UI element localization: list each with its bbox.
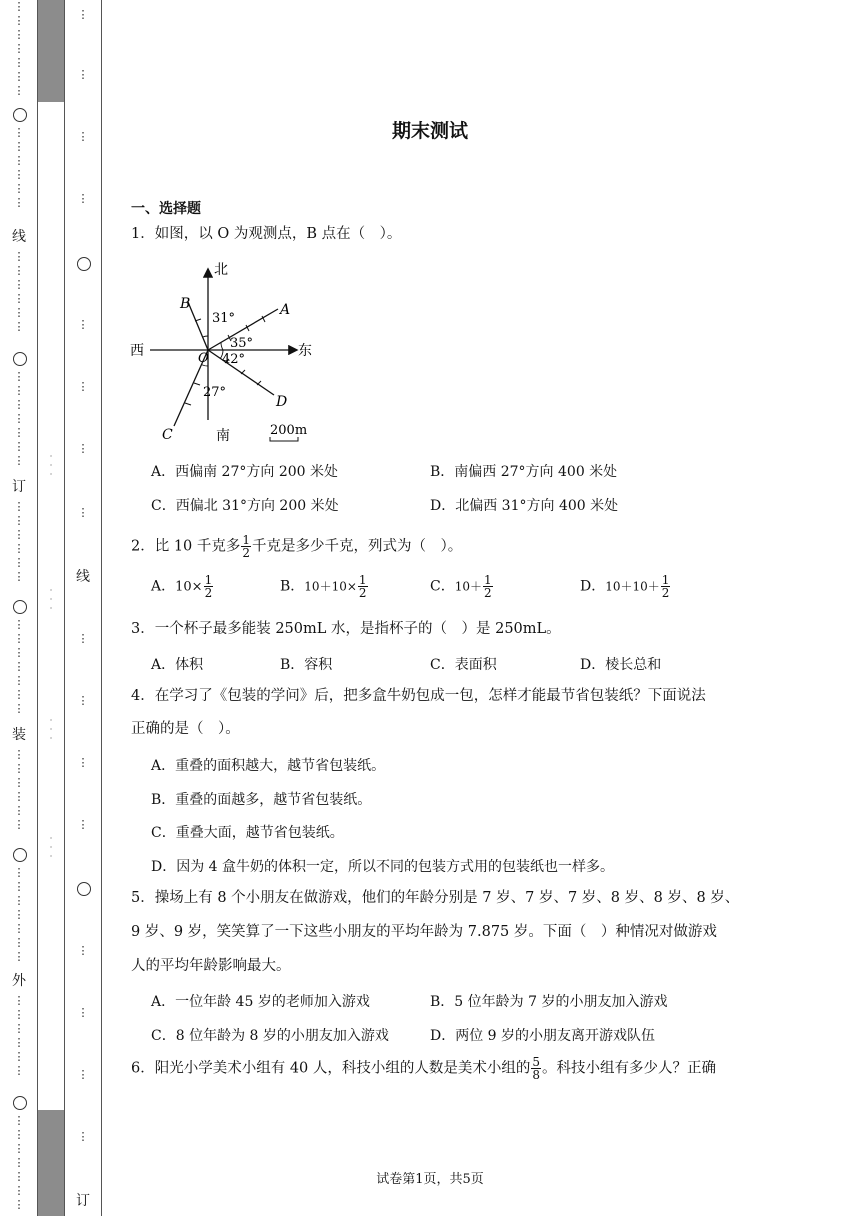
label-west: 西 (130, 343, 144, 359)
label-south: 南 (216, 428, 230, 444)
margin-char-xian: 线 (76, 569, 90, 585)
dotted-rule: ⋮ (77, 694, 89, 707)
dotted-rule: ⋮ (77, 632, 89, 645)
q3-option-b[interactable]: B．容积 (280, 657, 333, 673)
label-b: B (180, 296, 191, 312)
dotted-rule: ⋮ ⋮ ⋮ ⋮ ⋮ ⋮ ⋮ (13, 0, 25, 97)
dotted-rule: ⋮ (77, 756, 89, 769)
page-footer: 试卷第1页，共5页 (376, 1172, 484, 1187)
question-5-line-1: 5．操场上有 8 个小朋友在做游戏，他们的年龄分别是 7 岁、7 岁、7 岁、8 岁、8 岁、8 岁、 (131, 890, 740, 906)
q3-option-c[interactable]: C．表面积 (430, 657, 497, 673)
dotted-rule: ⋮ (77, 380, 89, 393)
question-5-line-3: 人的平均年龄影响最大。 (131, 958, 291, 974)
label-north: 北 (214, 262, 228, 278)
margin-char-zhuang: 装 (12, 727, 26, 743)
angle-35: 35° (230, 336, 254, 351)
dotted-rule: · · · (49, 834, 53, 861)
binding-margin-outer (0, 0, 38, 1216)
q4-option-b[interactable]: B．重叠的面越多，越节省包装纸。 (151, 792, 372, 808)
q5-option-a[interactable]: A．一位年龄 45 岁的老师加入游戏 (151, 994, 370, 1010)
dotted-rule: ⋮ ⋮ ⋮ ⋮ ⋮ ⋮ (13, 250, 25, 333)
margin-char-ding: 订 (12, 479, 26, 495)
q5-option-d[interactable]: D．两位 9 岁的小朋友离开游戏队伍 (430, 1028, 656, 1044)
question-5-line-2: 9 岁、9 岁，笑笑算了一下这些小朋友的平均年龄为 7.875 岁。下面（ ）种情况对做游戏 (131, 924, 717, 940)
dotted-rule: ⋮ (77, 8, 89, 21)
label-east: 东 (298, 343, 312, 359)
question-4-line-1: 4．在学习了《包装的学问》后，把多盒牛奶包成一包，怎样才能最节省包装纸？下面说法 (131, 688, 706, 704)
q1-option-d[interactable]: D．北偏西 31°方向 400 米处 (430, 498, 619, 514)
q4-option-a[interactable]: A．重叠的面积越大，越节省包装纸。 (151, 758, 386, 774)
angle-42: 42° (222, 352, 246, 367)
label-a: A (280, 302, 291, 318)
q1-option-b[interactable]: B．南偏西 27°方向 400 米处 (430, 464, 618, 480)
scale-label: 200m (270, 423, 308, 438)
ray-b (188, 302, 208, 350)
margin-char-ding: 订 (76, 1193, 90, 1209)
question-2-text: 2．比 10 千克多 $\frac{1}{2}$ 千克是多少千克，列式为（ ）。 (131, 533, 463, 560)
dotted-rule: ⋮ (77, 944, 89, 957)
direction-diagram (128, 258, 328, 444)
q4-option-c[interactable]: C．重叠大面，越节省包装纸。 (151, 825, 344, 841)
circle-mark (13, 352, 27, 366)
gray-bar-top (38, 0, 64, 102)
circle-mark (77, 882, 91, 896)
circle-mark (13, 600, 27, 614)
margin-char-xian: 线 (12, 229, 26, 245)
dotted-rule: ⋮ ⋮ ⋮ ⋮ ⋮ ⋮ ⋮ (13, 866, 25, 963)
circle-mark (77, 257, 91, 271)
question-4-line-2: 正确的是（ ）。 (131, 721, 240, 737)
dotted-rule: · · · (49, 716, 53, 743)
fraction: $\frac{1}{2}$ (242, 533, 251, 560)
angle-27: 27° (203, 385, 227, 400)
q2-option-b[interactable]: B．10＋10× $\frac{1}{2}$ (280, 573, 367, 600)
page-title: 期末测试 (391, 120, 468, 142)
q4-option-d[interactable]: D．因为 4 盒牛奶的体积一定，所以不同的包装方式用的包装纸也一样多。 (151, 859, 615, 875)
dotted-rule: · · · (49, 452, 53, 479)
dotted-rule: ⋮ ⋮ ⋮ ⋮ ⋮ ⋮ (13, 500, 25, 583)
dotted-rule: ⋮ (77, 68, 89, 81)
dotted-rule: · · · (49, 586, 53, 613)
label-c: C (162, 427, 173, 443)
q3-option-d[interactable]: D．棱长总和 (580, 657, 662, 673)
dotted-rule: ⋮ (77, 1068, 89, 1081)
label-d: D (276, 394, 288, 410)
label-origin: O (198, 351, 209, 366)
q3-option-a[interactable]: A．体积 (151, 657, 204, 673)
q2-option-c[interactable]: C．10＋ $\frac{1}{2}$ (430, 573, 492, 600)
circle-mark (13, 848, 27, 862)
dotted-rule: ⋮ (77, 130, 89, 143)
question-1-text: 1．如图，以 O 为观测点，B 点在（ ）。 (131, 226, 402, 242)
question-6-text: 6．阳光小学美术小组有 40 人，科技小组的人数是美术小组的 $\frac{5}{8}$ 。科技小组有多少人？正确 (131, 1055, 717, 1082)
dotted-rule: ⋮ ⋮ ⋮ ⋮ ⋮ ⋮ ⋮ (13, 1114, 25, 1211)
gray-bar-bottom (38, 1110, 64, 1216)
q2-option-a[interactable]: A．10× $\frac{1}{2}$ (151, 573, 213, 600)
dotted-rule: ⋮ ⋮ ⋮ ⋮ ⋮ ⋮ (13, 994, 25, 1077)
q1-option-c[interactable]: C．西偏北 31°方向 200 米处 (151, 498, 339, 514)
dotted-rule: ⋮ (77, 506, 89, 519)
binding-margin-inner (64, 0, 102, 1216)
q1-option-a[interactable]: A．西偏南 27°方向 200 米处 (151, 464, 338, 480)
dotted-rule: ⋮ (77, 192, 89, 205)
dotted-rule: ⋮ (77, 818, 89, 831)
dotted-rule: ⋮ (77, 318, 89, 331)
margin-char-wai: 外 (12, 973, 26, 989)
dotted-rule: ⋮ (77, 1006, 89, 1019)
circle-mark (13, 1096, 27, 1110)
dotted-rule: ⋮ ⋮ ⋮ ⋮ ⋮ ⋮ ⋮ (13, 618, 25, 715)
q5-option-c[interactable]: C．8 位年龄为 8 岁的小朋友加入游戏 (151, 1028, 389, 1044)
question-3-text: 3．一个杯子最多能装 250mL 水，是指杯子的（ ）是 250mL。 (131, 621, 561, 637)
section-heading: 一、选择题 (131, 201, 201, 217)
q5-option-b[interactable]: B．5 位年龄为 7 岁的小朋友加入游戏 (430, 994, 668, 1010)
dotted-rule: ⋮ ⋮ ⋮ ⋮ ⋮ ⋮ (13, 126, 25, 209)
angle-31: 31° (212, 311, 236, 326)
dotted-rule: ⋮ ⋮ ⋮ ⋮ ⋮ ⋮ ⋮ (13, 370, 25, 467)
dotted-rule: ⋮ (77, 442, 89, 455)
fraction: $\frac{5}{8}$ (532, 1055, 541, 1082)
dotted-rule: ⋮ ⋮ ⋮ ⋮ ⋮ ⋮ (13, 748, 25, 831)
q2-option-d[interactable]: D．10＋10＋ $\frac{1}{2}$ (580, 573, 670, 600)
dotted-rule: ⋮ (77, 1130, 89, 1143)
